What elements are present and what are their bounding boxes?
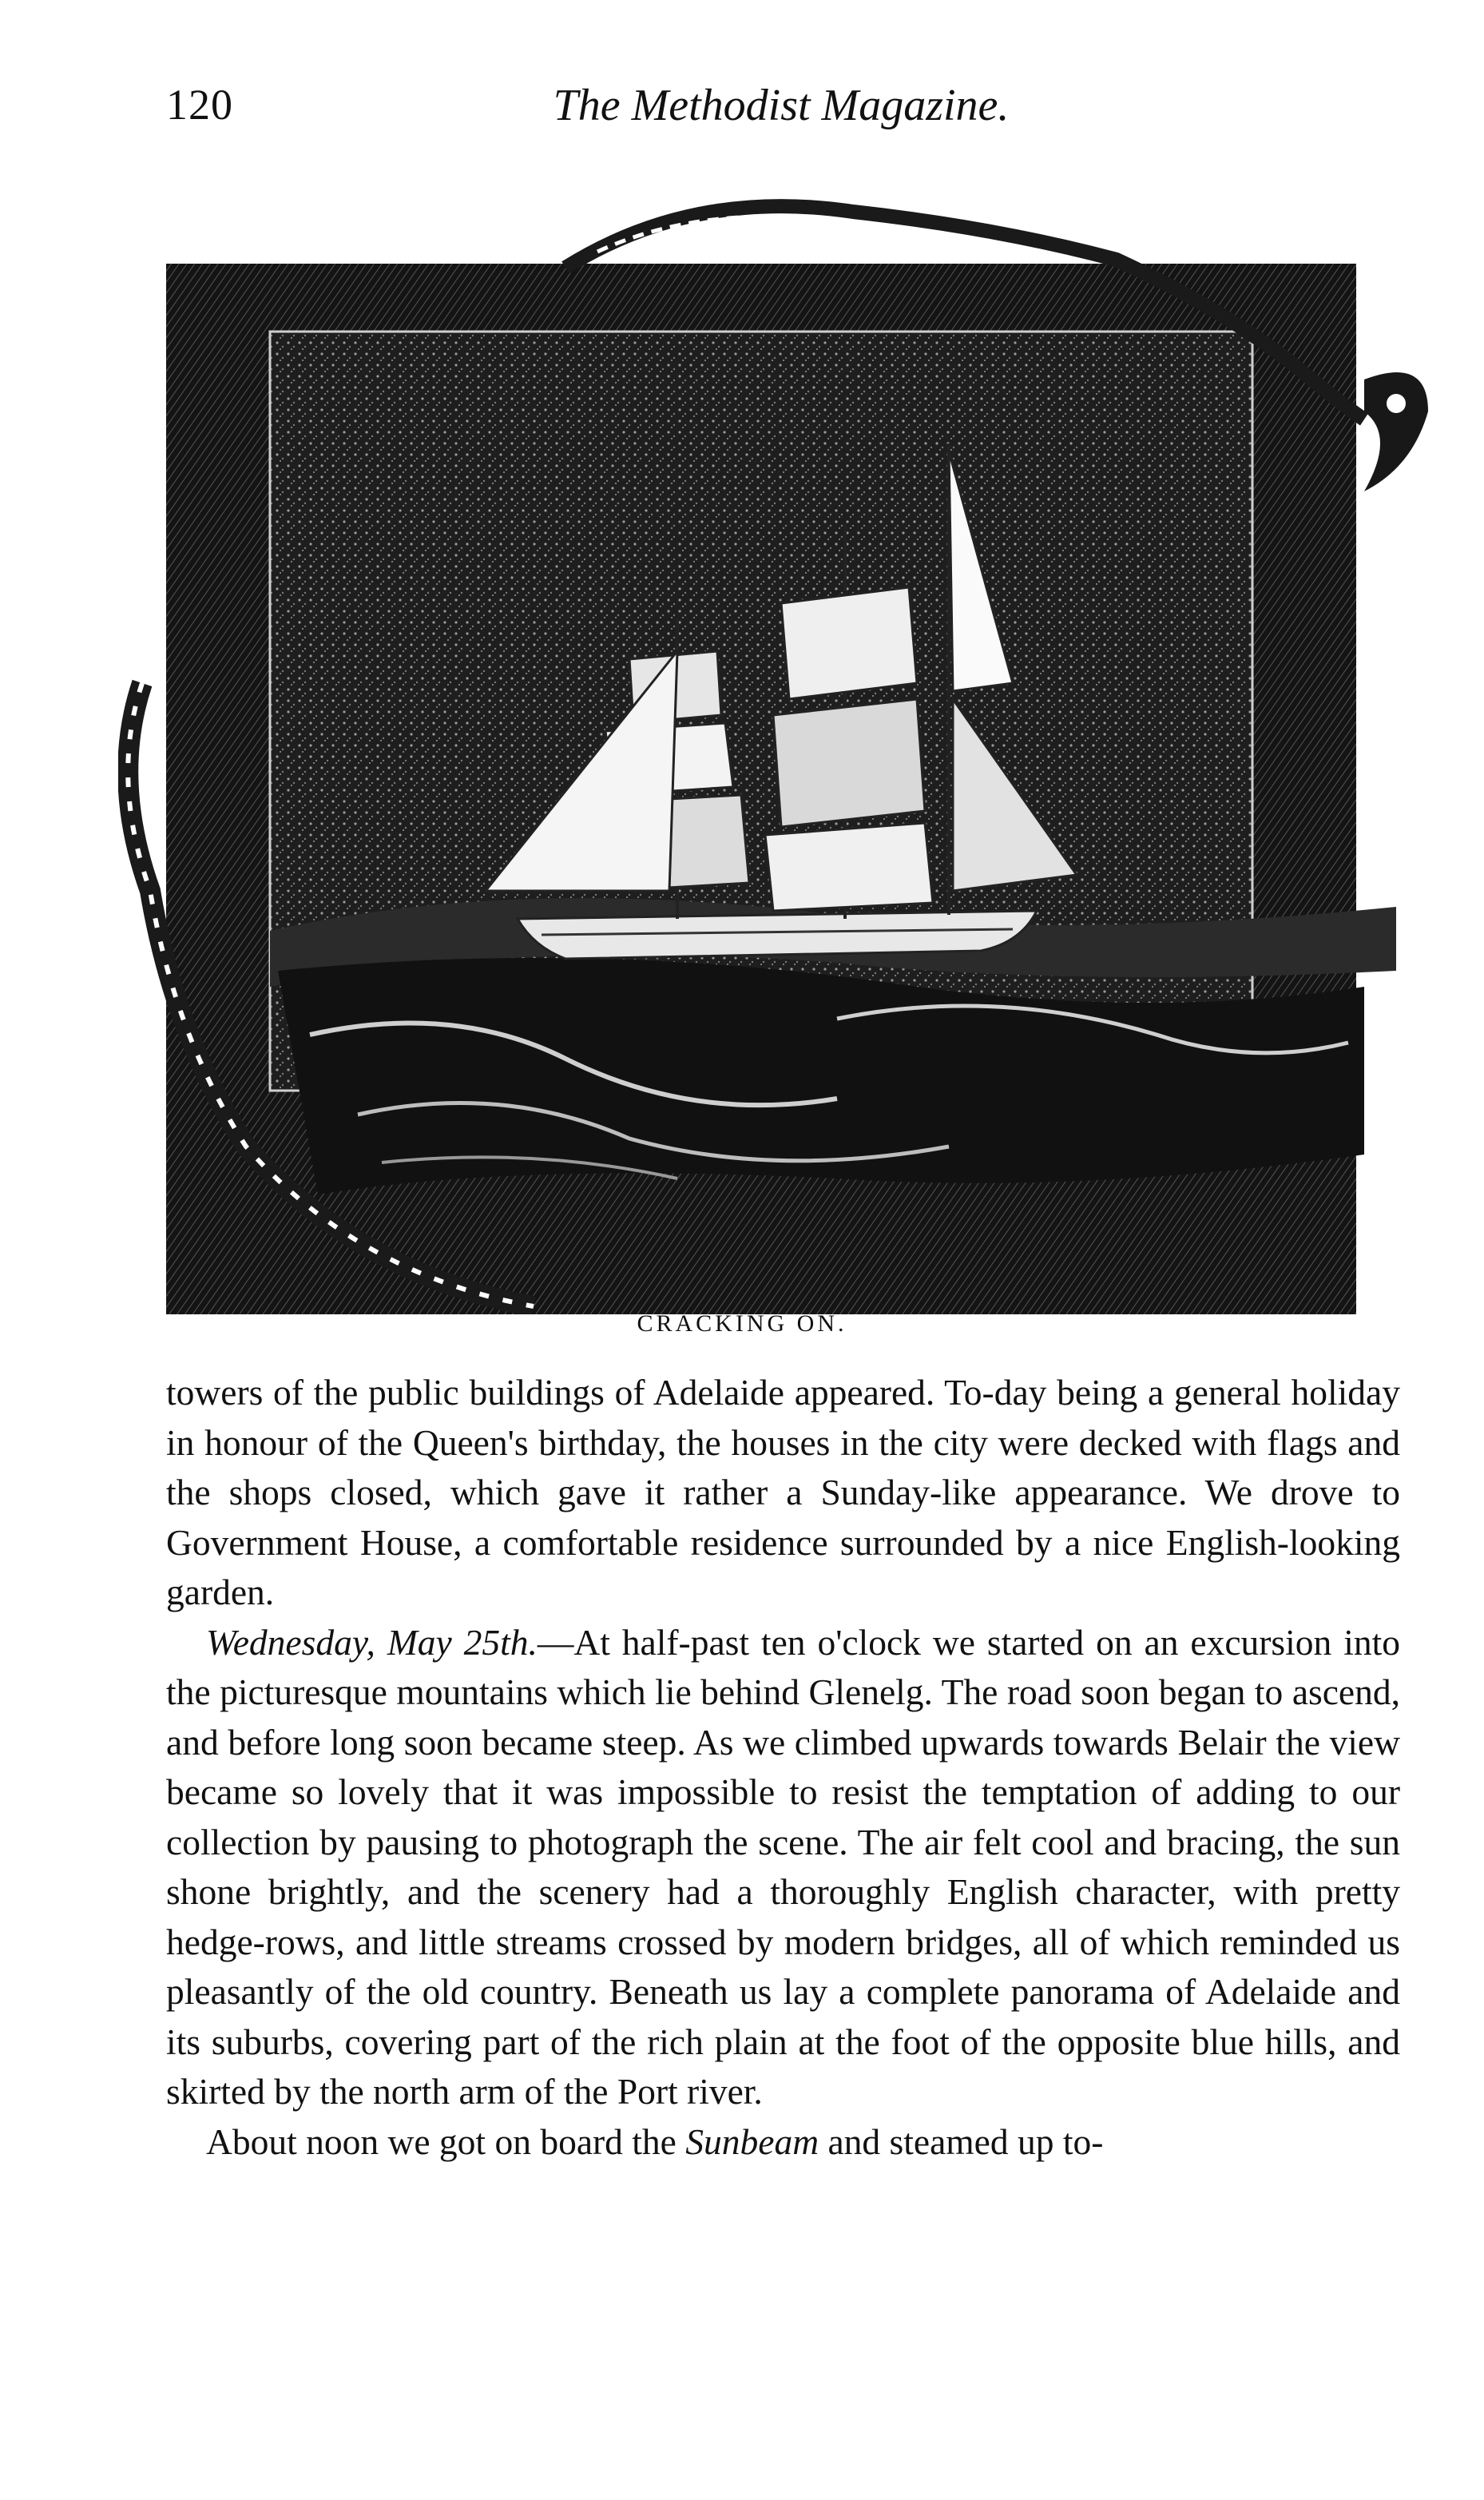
paragraph-2 [166, 1618, 1400, 2117]
running-title: The Methodist Magazine. [553, 81, 1010, 130]
page-number: 120 [166, 81, 233, 129]
page-header [166, 80, 1396, 144]
paragraph-1: towers of the public buildings of Adelaide appeared. To-day being a general holiday in honour of the Queen's birthday, the houses in the city were decked with flags and the shops closed, which gave it rather a Sunday-like appearance. We drove to Government House, a comfortable residence surrounded by a nice English-looking garden. [166, 1372, 1400, 1612]
ship-illustration [118, 172, 1436, 1314]
paragraph-3-end: and steamed up to- [819, 2120, 1104, 2162]
paragraph-3-start: About noon we got on board the [206, 2120, 686, 2162]
paragraph-2-text: —At half-past ten o'clock we started on an excursion into the picturesque mountains which lie behind Glenelg. The road soon began to ascend, and before long soon became steep. As we climbed upwards towards Belair the view became so lovely that it was impossible to resist the temptation of adding to our collection by pausing to photograph the scene. The air felt cool and bracing, the sun shone brightly, and the scenery had a thoroughly English character, with pretty hedge-rows, and little streams crossed by modern bridges, all of which reminded us pleasantly of the old country. Beneath us lay a complete panorama of Adelaide and its suburbs, covering part of the rich plain at the foot of the opposite blue hills, and skirted by the north arm of the Port river. [166, 1621, 1401, 2112]
article-body [166, 1368, 1400, 2167]
figure-caption: CRACKING ON. [637, 1310, 847, 1337]
ship-name: Sunbeam [685, 2120, 819, 2162]
paragraph-3 [166, 2117, 1400, 2168]
diary-date: Wednesday, May 25th. [206, 1621, 538, 1663]
dragon-ornament [1364, 372, 1428, 491]
